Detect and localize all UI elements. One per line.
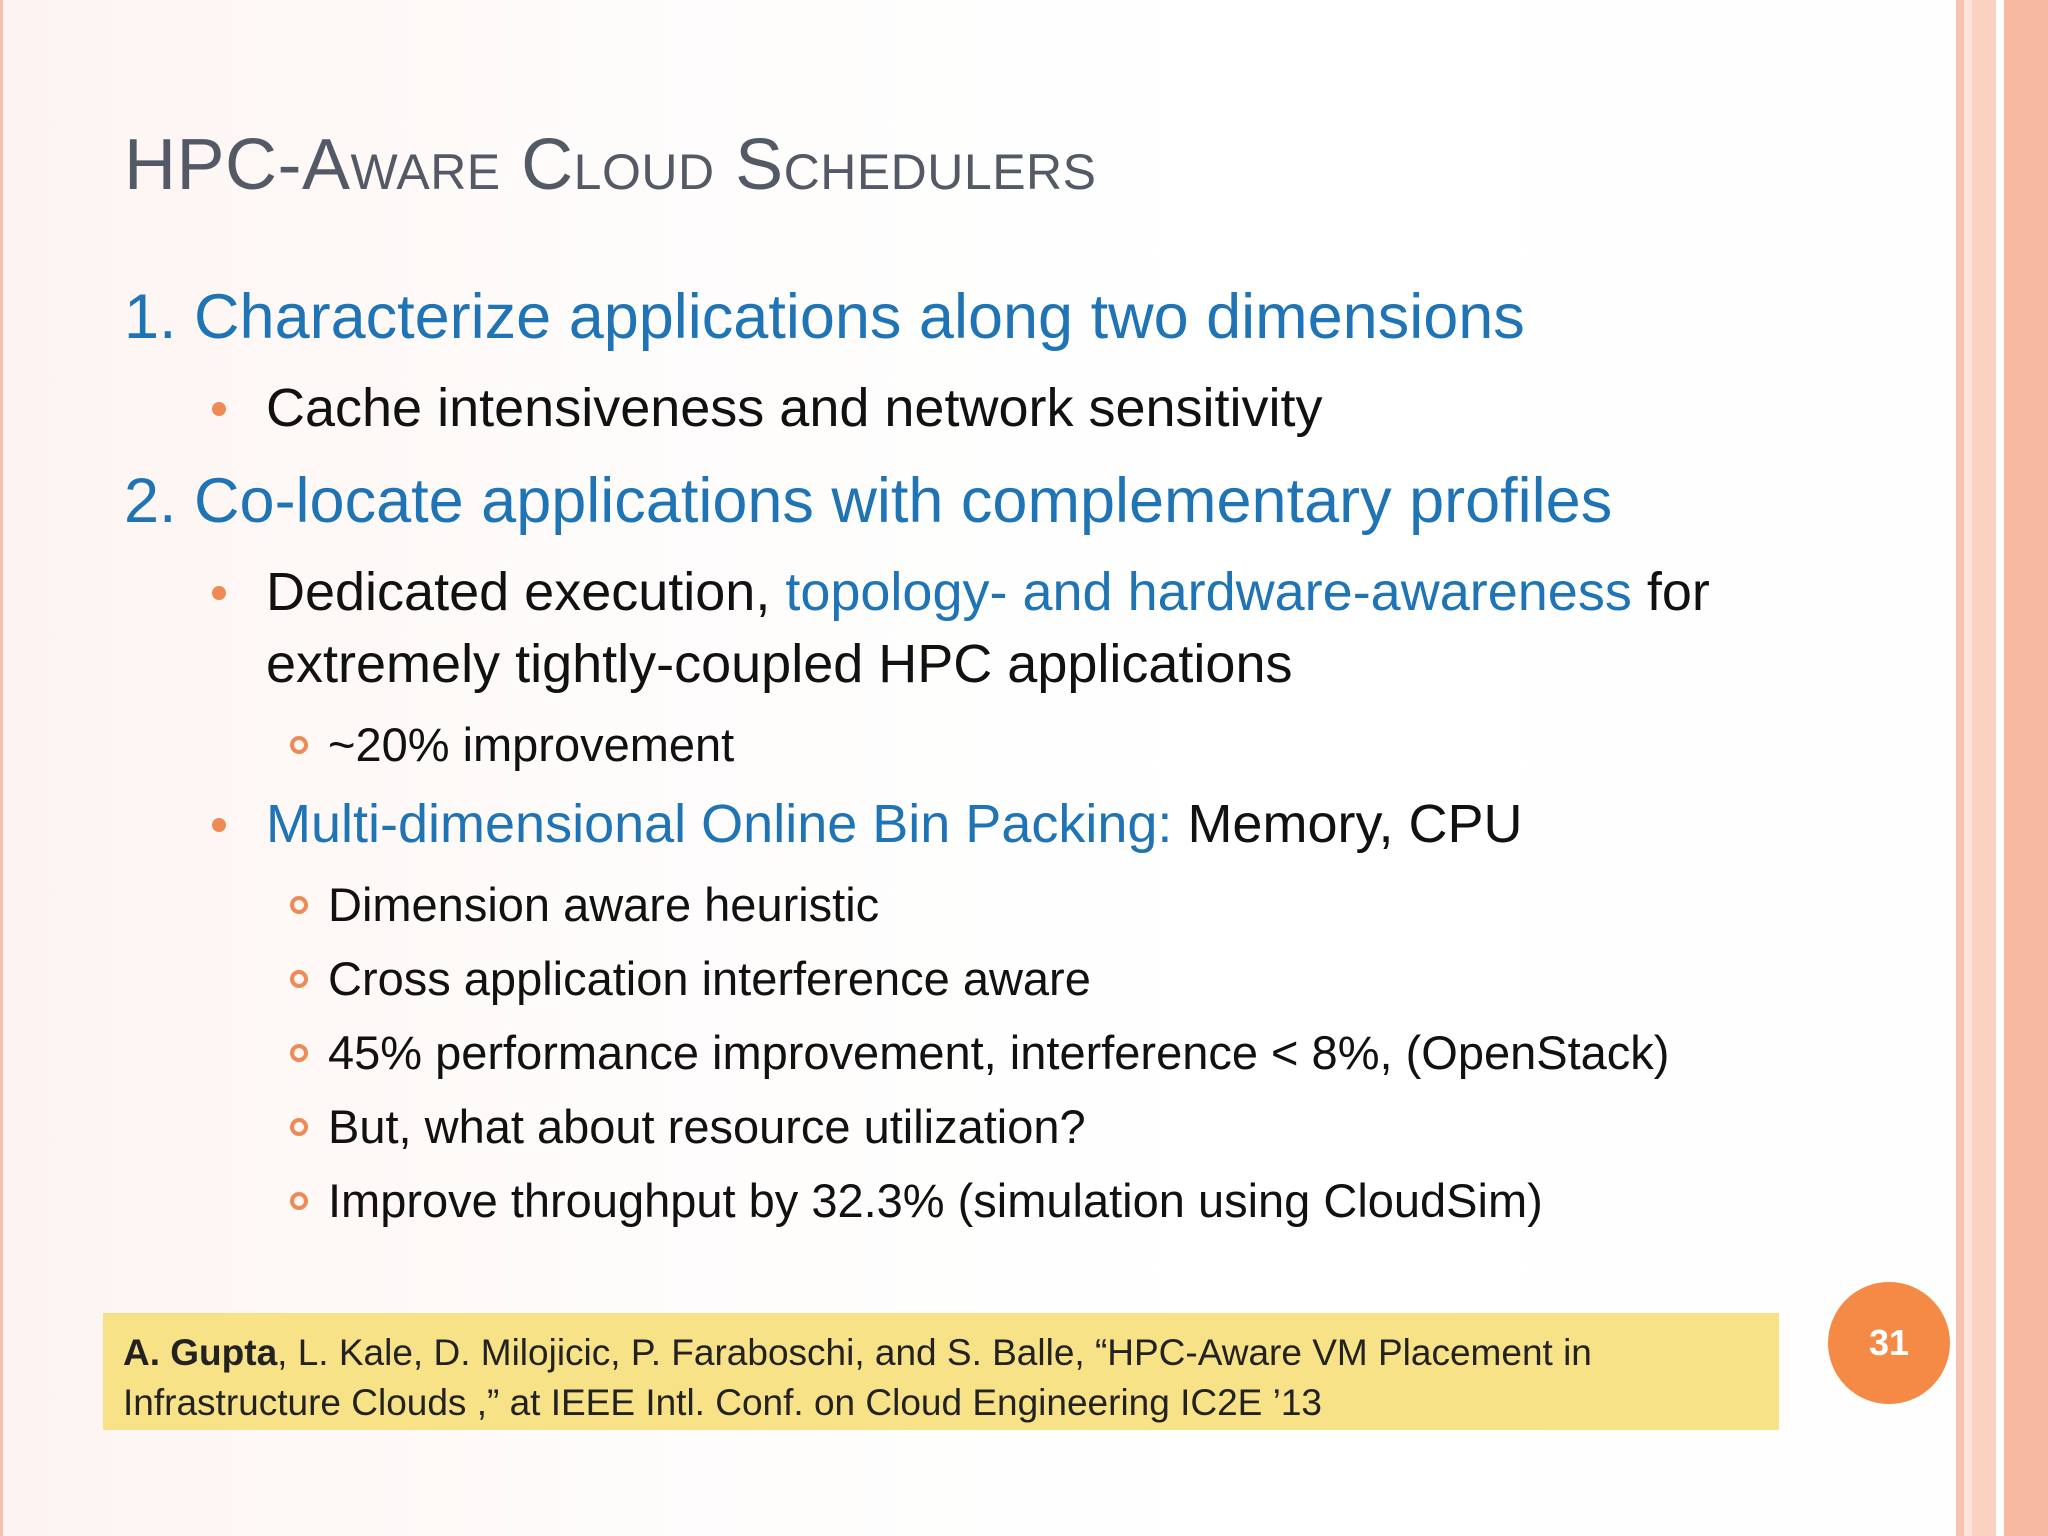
sub-bullet-icon (290, 896, 308, 914)
page-number-badge: 31 (1828, 1282, 1950, 1404)
point-1-sub: Cache intensiveness and network sensitivity (266, 378, 1323, 438)
point-2-sub-1-text-c: for (1631, 562, 1710, 622)
point-2-sub-1-text-a: Dedicated execution, (266, 562, 786, 622)
sub-bullet-icon (290, 736, 308, 754)
sub-bullet-icon (290, 1192, 308, 1210)
bullet-icon (212, 818, 226, 832)
point-2-sub-2-text: Memory, CPU (1172, 794, 1523, 854)
right-border-stripe (2004, 0, 2048, 1536)
point-2-sub-2-highlight: Multi-dimensional Online Bin Packing: (266, 794, 1173, 854)
sub-bullet-icon (290, 1118, 308, 1136)
point-2-sub-2 (266, 788, 1522, 860)
bullet-icon (212, 586, 226, 600)
point-2-sub-2-item: But, what about resource utilization? (328, 1100, 1086, 1153)
point-2-sub-1-item: ~20% improvement (328, 718, 735, 771)
citation-box (103, 1313, 1779, 1430)
point-2-sub-2-item: 45% performance improvement, interference < 8%, (OpenStack) (328, 1026, 1670, 1079)
point-2-sub-1-highlight: topology- and hardware-awareness (785, 562, 1632, 622)
right-border-stripe (1964, 0, 1972, 1536)
slide-title: HPC-Aware Cloud Schedulers (124, 125, 1097, 205)
point-1: 1. Characterize applications along two dimensions (124, 282, 1525, 352)
point-2-sub-2-item: Cross application interference aware (328, 952, 1091, 1005)
point-2: 2. Co-locate applications with complementary profiles (124, 466, 1613, 536)
point-2-sub-1-line-2: extremely tightly-coupled HPC applications (266, 634, 1293, 694)
point-2-sub-2-item: Dimension aware heuristic (328, 878, 880, 931)
bullet-icon (212, 402, 226, 416)
right-border-stripe (1972, 0, 1996, 1536)
point-2-sub-1 (266, 556, 1710, 628)
right-border-stripe (1956, 0, 1964, 1536)
point-2-sub-2-item: Improve throughput by 32.3% (simulation using CloudSim) (328, 1174, 1543, 1227)
sub-bullet-icon (290, 1044, 308, 1062)
citation-rest: , L. Kale, D. Milojicic, P. Faraboschi, and S. Balle, “HPC-Aware VM Placement in (277, 1332, 1592, 1373)
left-border-line (0, 0, 3, 1536)
right-border-stripe (1996, 0, 2004, 1536)
sub-bullet-icon (290, 970, 308, 988)
citation-line-2: Infrastructure Clouds ,” at IEEE Intl. Conf. on Cloud Engineering IC2E ’13 (123, 1382, 1323, 1423)
citation-author: A. Gupta (123, 1332, 278, 1373)
citation-line-1 (123, 1328, 1779, 1378)
